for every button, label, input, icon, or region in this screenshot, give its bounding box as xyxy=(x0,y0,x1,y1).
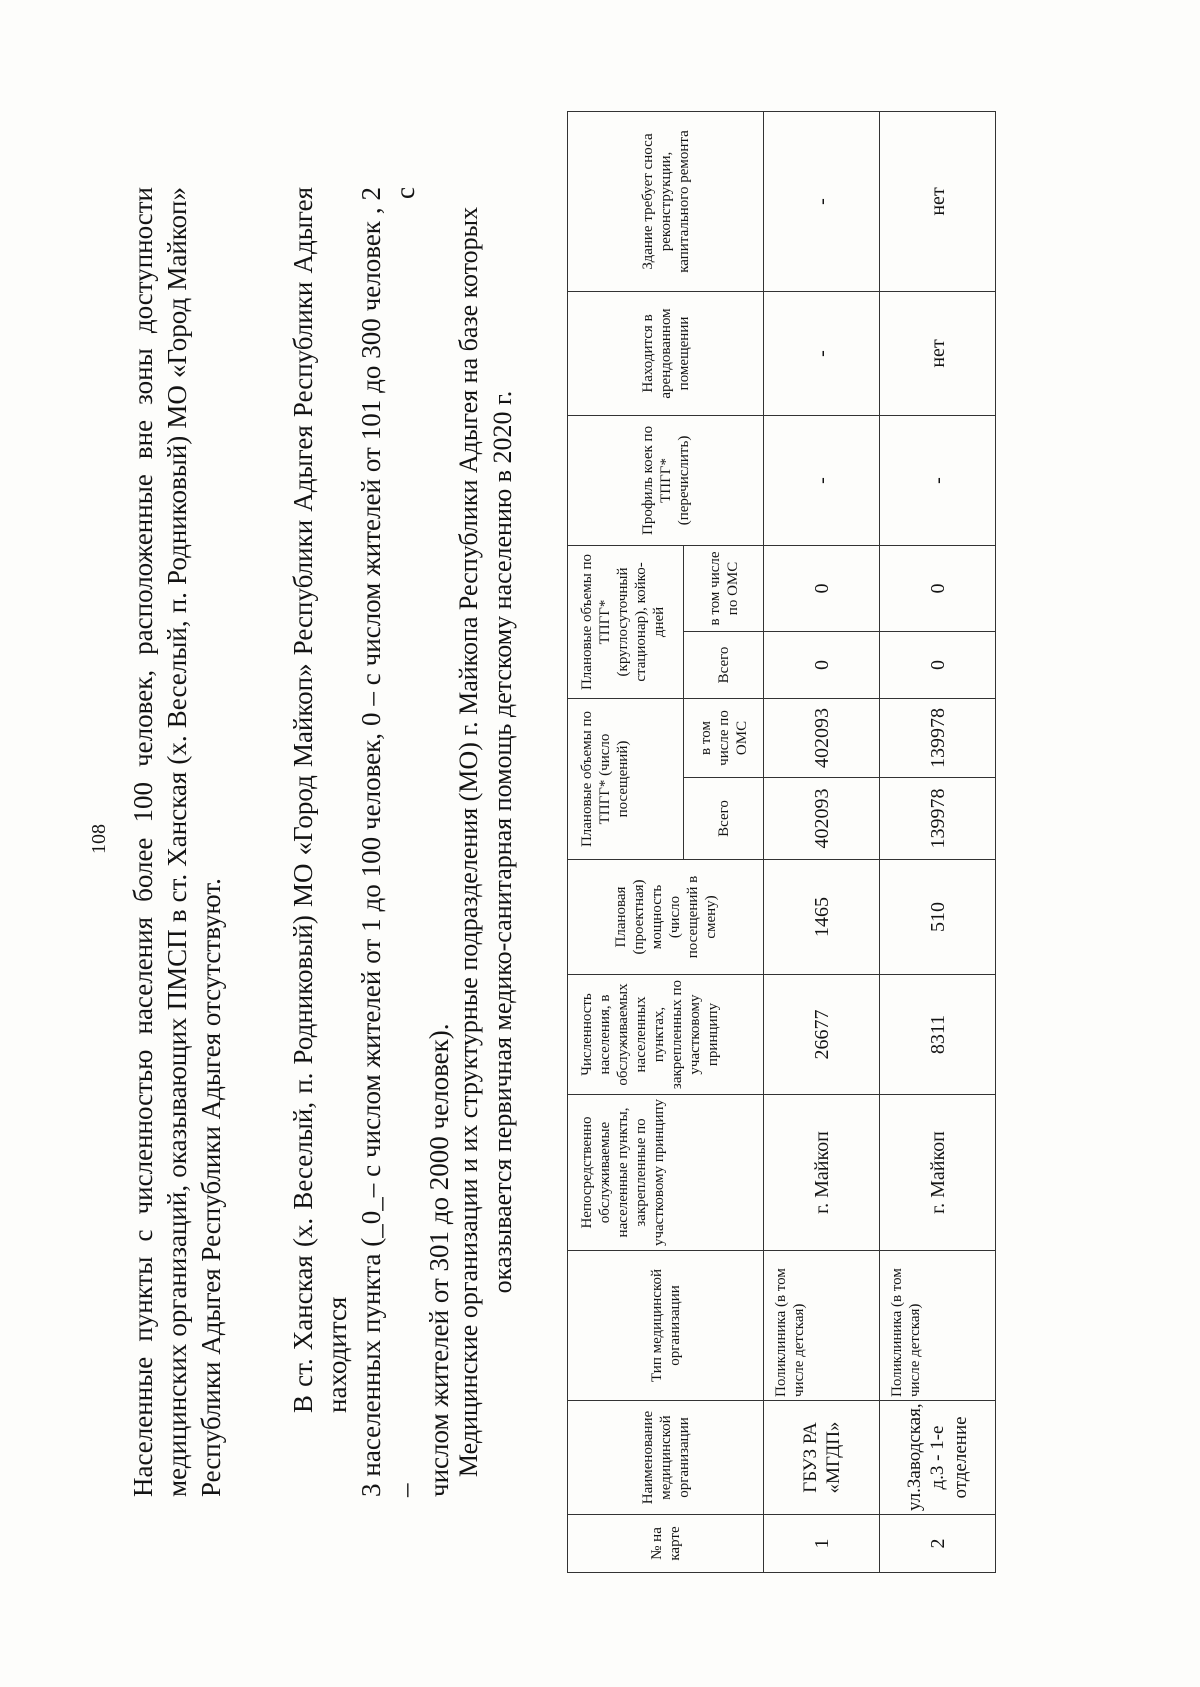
cell-beds-total: 0 xyxy=(880,631,996,698)
paragraph-line: Населенные пункты с численностью населения более 100 человек, расположенные вне зоны доступности xyxy=(128,187,158,1497)
col-header-repair: Здание требует сноса реконструкции, капитального ремонта xyxy=(568,111,764,291)
cell-beds-total: 0 xyxy=(764,631,880,698)
col-header-name: Наименование медицинской организации xyxy=(568,1401,764,1515)
cell-population: 8311 xyxy=(880,975,996,1095)
table-row xyxy=(880,111,996,1572)
cell-repair: - xyxy=(764,111,880,291)
cell-name: ГБУЗ РА «МГДП» xyxy=(764,1401,880,1515)
cell-bed-profile: - xyxy=(764,415,880,545)
heading-line: оказывается первичная медико-санитарная помощь детскому населению в 2020 г. xyxy=(488,390,517,1294)
col-header-rented: Находится в арендованном помещении xyxy=(568,291,764,415)
col-header-beds-oms: в том числе по ОМС xyxy=(684,545,764,631)
cell-visits-oms: 139978 xyxy=(880,698,996,777)
paragraph-line: В ст. Ханская (х. Веселый, п. Родниковый) МО «Город Майкоп» Республики Адыгея Республики Адыгея находится xyxy=(288,187,352,1413)
col-header-beds-group: Плановые объемы по ТПГГ* (круглосуточный стационар), койко-дней xyxy=(568,545,684,698)
col-header-beds-total: Всего xyxy=(684,631,764,698)
cell-repair: нет xyxy=(880,111,996,291)
cell-num: 2 xyxy=(880,1515,996,1573)
col-header-capacity: Плановая (проектная) мощность (число посещений в смену) xyxy=(568,860,764,975)
cell-beds-oms: 0 xyxy=(880,545,996,631)
cell-visits-oms: 402093 xyxy=(764,698,880,777)
col-header-population: Численность населения, в обслуживаемых населенных пунктах, закрепленных по участковому принципу xyxy=(568,975,764,1095)
col-header-bed-profile: Профиль коек по ТПГГ* (перечислить) xyxy=(568,415,764,545)
cell-capacity: 510 xyxy=(880,860,996,975)
paragraph-line: числом жителей от 301 до 2000 человек). xyxy=(424,1023,454,1497)
header-row xyxy=(568,111,684,1572)
paragraph-settlements xyxy=(286,187,456,1497)
cell-bed-profile: - xyxy=(880,415,996,545)
col-header-num: № на карте xyxy=(568,1515,764,1573)
cell-name: ул.Заводская, д.3 - 1-е отделение xyxy=(880,1401,996,1515)
medical-organizations-table xyxy=(567,111,996,1573)
cell-beds-oms: 0 xyxy=(764,545,880,631)
cell-visits-total: 402093 xyxy=(764,778,880,860)
col-header-visits-total: Всего xyxy=(684,778,764,860)
cell-settlements: г. Майкоп xyxy=(764,1095,880,1251)
cell-type: Поликлиника (в том числе детская) xyxy=(764,1251,880,1401)
col-header-visits-group: Плановые объемы по ТПГГ* (число посещений) xyxy=(568,698,684,859)
paragraph-out-of-reach xyxy=(126,187,228,1497)
heading-line: Медицинские организации и их структурные подразделения (МО) г. Майкопа Республики Адыгея на базе которых xyxy=(454,206,483,1478)
cell-rented: нет xyxy=(880,291,996,415)
cell-type: Поликлиника (в том числе детская) xyxy=(880,1251,996,1401)
paragraph-line: медицинских организаций, оказывающих ПМСП в ст. Ханская (х. Веселый, п. Родниковый) МО «Город Майкоп» xyxy=(162,187,192,1497)
col-header-visits-oms: в том числе по ОМС xyxy=(684,698,764,777)
cell-population: 26677 xyxy=(764,975,880,1095)
cell-settlements: г. Майкоп xyxy=(880,1095,996,1251)
paragraph-line: 3 населенных пункта (_0_– с числом жителей от 1 до 100 человек, 0 – с числом жителей от 101 до 300 человек , 2 – с xyxy=(356,187,420,1497)
table-row xyxy=(764,111,880,1572)
cell-visits-total: 139978 xyxy=(880,778,996,860)
col-header-type: Тип медицинской организации xyxy=(568,1251,764,1401)
col-header-settlements: Непосредственно обслуживаемые населенные пункты, закрепленные по участковому принципу xyxy=(568,1095,764,1251)
paragraph-line: Республики Адыгея Республики Адыгея отсутствуют. xyxy=(196,878,226,1497)
cell-num: 1 xyxy=(764,1515,880,1573)
page-number: 108 xyxy=(88,824,110,854)
table-heading xyxy=(452,197,520,1487)
cell-capacity: 1465 xyxy=(764,860,880,975)
cell-rented: - xyxy=(764,291,880,415)
